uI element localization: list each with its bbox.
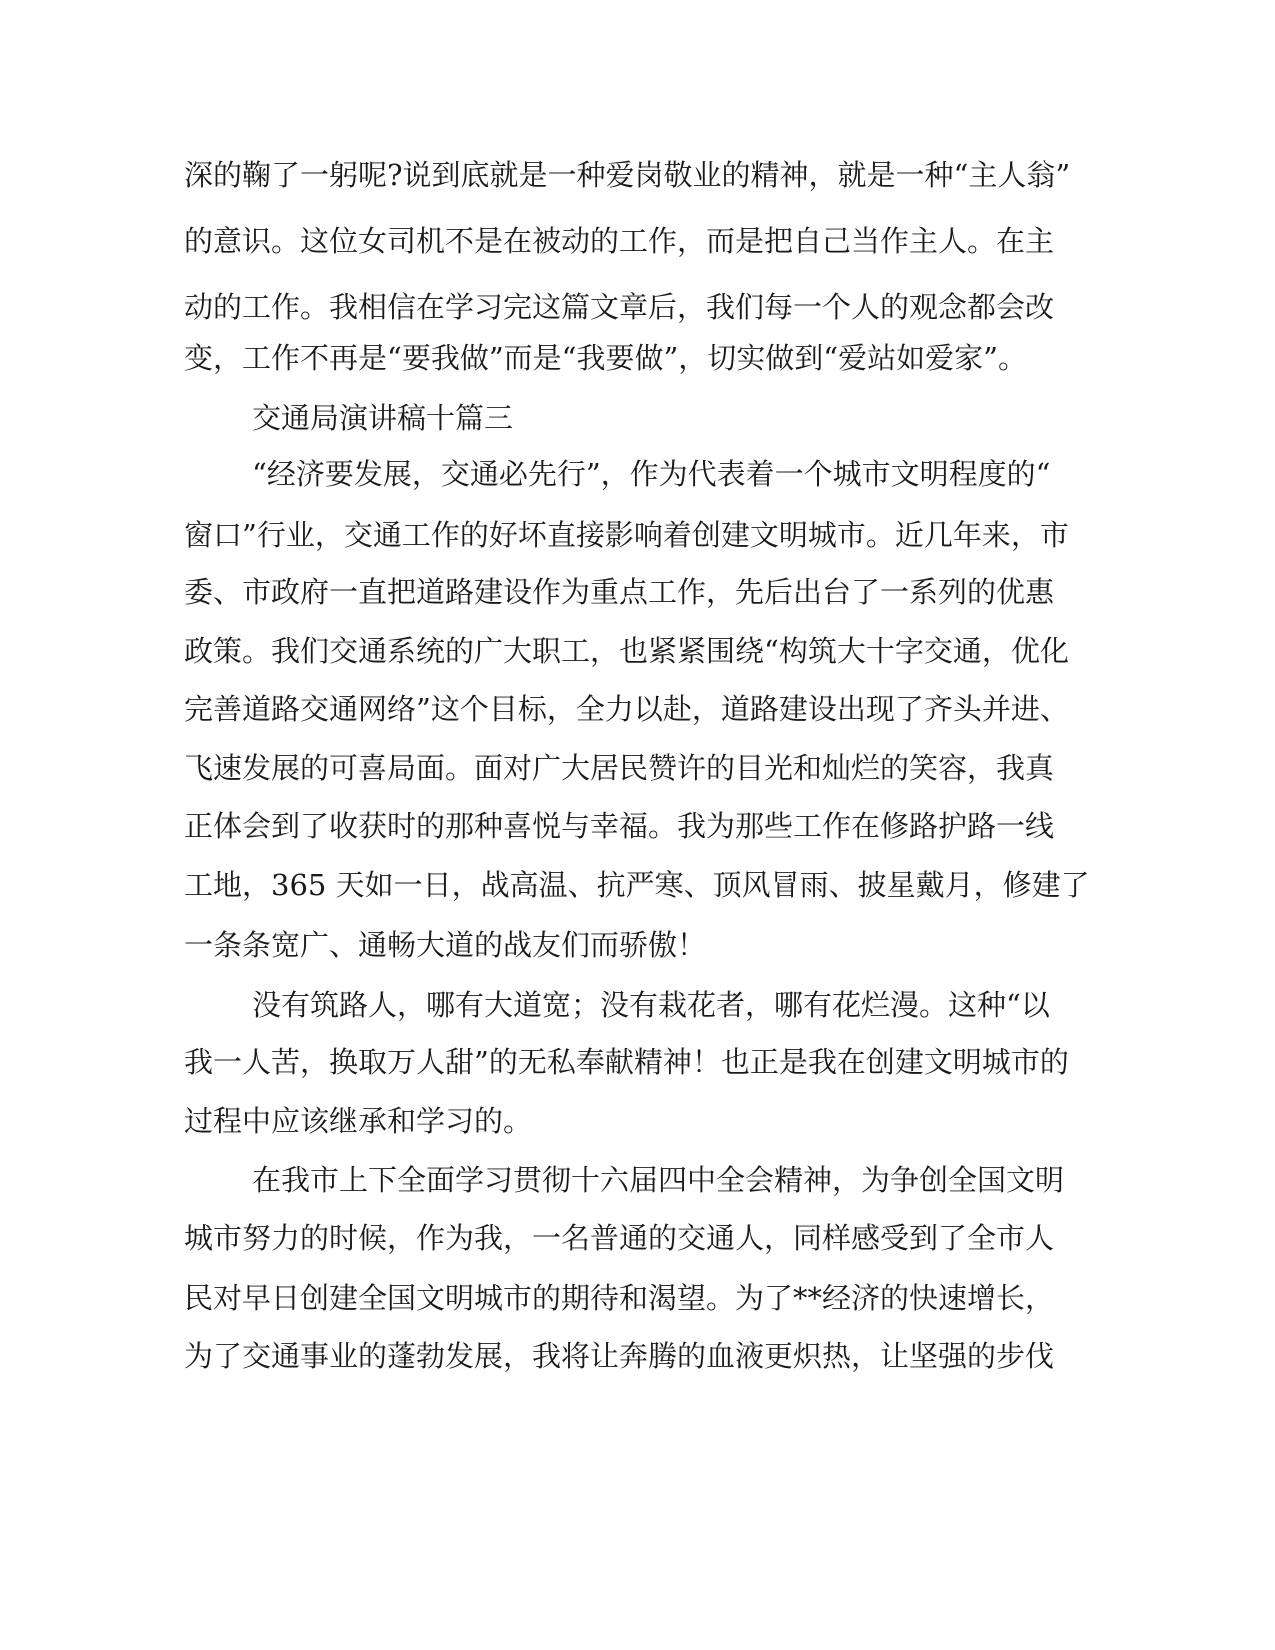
section-heading: 交通局演讲稿十篇三 <box>252 401 514 435</box>
text-line: 没有筑路人，哪有大道宽；没有栽花者，哪有花烂漫。这种“以 <box>252 988 1050 1022</box>
text-line: “经济要发展，交通必先行”，作为代表着一个城市文明程度的“ <box>252 457 1051 491</box>
text-line: 窗口”行业，交通工作的好坏直接影响着创建文明城市。近几年来，市 <box>184 518 1069 552</box>
text-line: 一条条宽广、通畅大道的战友们而骄傲！ <box>184 928 707 962</box>
text-line: 完善道路交通网络”这个目标，全力以赴，道路建设出现了齐头并进、 <box>184 692 1069 726</box>
text-line: 正体会到了收获时的那种喜悦与幸福。我为那些工作在修路护路一线 <box>184 809 1055 843</box>
text-line: 变，工作不再是“要我做”而是“我要做”，切实做到“爱站如爱家”。 <box>184 341 1027 375</box>
text-line: 民对早日创建全国文明城市的期待和渴望。为了**经济的快速增长， <box>184 1281 1055 1315</box>
text-line: 的意识。这位女司机不是在被动的工作，而是把自己当作主人。在主 <box>184 224 1055 258</box>
text-line: 在我市上下全面学习贯彻十六届四中全会精神，为争创全国文明 <box>252 1163 1065 1197</box>
text-line: 深的鞠了一躬呢?说到底就是一种爱岗敬业的精神，就是一种“主人翁” <box>184 158 1071 192</box>
text-line: 为了交通事业的蓬勃发展，我将让奔腾的血液更炽热，让坚强的步伐 <box>184 1339 1055 1373</box>
text-line: 飞速发展的可喜局面。面对广大居民赞许的目光和灿烂的笑容，我真 <box>184 751 1055 785</box>
text-line: 工地，365 天如一日，战高温、抗严寒、顶风冒雨、披星戴月，修建了 <box>184 868 1090 902</box>
text-line: 政策。我们交通系统的广大职工，也紧紧围绕“构筑大十字交通，优化 <box>184 634 1069 668</box>
text-line: 过程中应该继承和学习的。 <box>184 1104 533 1138</box>
text-line: 委、市政府一直把道路建设作为重点工作，先后出台了一系列的优惠 <box>184 575 1055 609</box>
text-line: 城市努力的时候，作为我，一名普通的交通人，同样感受到了全市人 <box>184 1221 1055 1255</box>
text-line: 我一人苦，换取万人甜”的无私奉献精神！也正是我在创建文明城市的 <box>184 1045 1069 1079</box>
text-line: 动的工作。我相信在学习完这篇文章后，我们每一个人的观念都会改 <box>184 290 1055 324</box>
